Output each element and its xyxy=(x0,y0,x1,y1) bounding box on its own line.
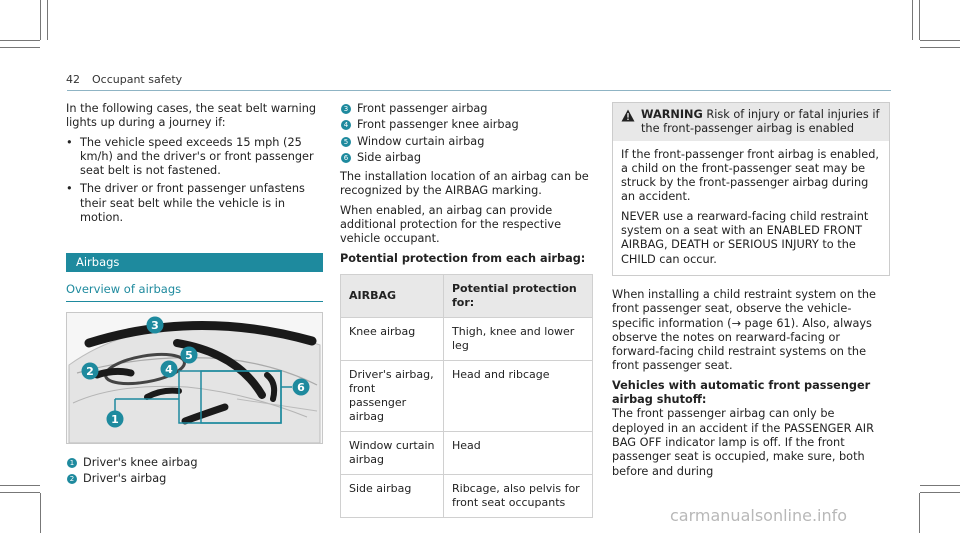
list-item xyxy=(340,135,596,149)
subheading: Vehicles with automatic front passenger airbag shutoff: xyxy=(612,378,871,407)
crop-mark xyxy=(919,0,920,40)
callout-number: 1 xyxy=(67,458,77,468)
table-row xyxy=(341,431,593,474)
crop-mark xyxy=(920,485,960,486)
crop-mark xyxy=(920,492,960,493)
car-interior-illustration xyxy=(67,313,322,443)
callout-number: 3 xyxy=(341,104,351,114)
callout-label: Driver's airbag xyxy=(83,471,167,485)
crop-mark xyxy=(0,47,40,48)
table-header-row xyxy=(341,274,593,317)
warning-paragraph: NEVER use a rearward-facing child restraint system on a seat with an ENABLED FRONT AIRBAG, DEATH or SERIOUS INJURY to the CHILD can occur. xyxy=(621,209,869,266)
callout-label: Side airbag xyxy=(357,150,421,164)
intro-paragraph: In the following cases, the seat belt warning lights up during a journey if: xyxy=(66,102,317,130)
callout-1: 1 xyxy=(111,412,119,426)
crop-mark xyxy=(40,493,41,533)
crop-mark xyxy=(920,40,960,41)
callout-number: 5 xyxy=(341,137,351,147)
warning-header xyxy=(613,103,889,141)
body-paragraph: The front passenger airbag can only be deployed in an accident if the PASSENGER AIR BAG OFF indicator lamp is off. If the front passenger seat is occupied, make sure, both before and during xyxy=(612,407,874,478)
list-item xyxy=(66,182,323,225)
list-item xyxy=(66,472,323,486)
column-2 xyxy=(340,102,596,518)
column-header: AIRBAG xyxy=(341,274,444,317)
table-cell: Side airbag xyxy=(341,474,444,517)
table-cell: Driver's airbag, front passenger airbag xyxy=(341,360,444,431)
page-number: 42 xyxy=(66,73,80,86)
table-cell: Window curtain airbag xyxy=(341,431,444,474)
list-item xyxy=(340,151,596,165)
callout-3: 3 xyxy=(151,318,159,332)
crop-mark xyxy=(40,0,41,40)
watermark: carmanualsonline.info xyxy=(670,506,848,525)
callout-6: 6 xyxy=(297,380,305,394)
warning-box xyxy=(612,102,890,276)
warning-body xyxy=(613,141,889,275)
page-section-title: Occupant safety xyxy=(92,73,183,86)
body-paragraph: The installation location of an airbag can be recognized by the AIRBAG marking. xyxy=(340,170,589,198)
table-cell: Ribcage, also pelvis for front seat occupants xyxy=(444,474,593,517)
body-paragraph: When enabled, an airbag can provide additional protection for the respective vehicle occupant. xyxy=(340,203,562,246)
subheading-rule xyxy=(66,301,323,302)
table-cell: Thigh, knee and lower leg xyxy=(444,317,593,360)
crop-mark xyxy=(920,47,960,48)
bullet-icon: • xyxy=(66,182,73,196)
list-item-text: The driver or front passenger unfastens their seat belt while the vehicle is in motion. xyxy=(80,182,305,225)
body-paragraph: When installing a child restraint system on the front passenger seat, observe the vehicle-specific information (→ page 61). Also, always observe the notes on rearward-facing or forward-facing child restraint systems on the front passenger seat. xyxy=(612,287,877,373)
header-rule xyxy=(67,90,891,91)
crop-mark xyxy=(47,0,48,40)
callout-label: Front passenger knee airbag xyxy=(357,118,519,132)
table-heading: Potential protection from each airbag: xyxy=(340,251,586,265)
crop-mark xyxy=(0,492,40,493)
callout-4: 4 xyxy=(165,362,173,376)
crop-mark xyxy=(912,0,913,40)
callout-number: 6 xyxy=(341,153,351,163)
callout-number: 2 xyxy=(67,474,77,484)
section-title: Airbags xyxy=(66,253,323,272)
column-1 xyxy=(66,102,323,488)
callout-2: 2 xyxy=(86,364,94,378)
table-cell: Head xyxy=(444,431,593,474)
warning-paragraph: If the front-passenger front airbag is enabled, a child on the front-passenger seat may be struck by the front-passenger airbag during an accident. xyxy=(621,147,880,204)
callout-label: Front passenger airbag xyxy=(357,102,488,115)
list-item xyxy=(66,136,323,179)
crop-mark xyxy=(0,40,40,41)
callout-label: Driver's knee airbag xyxy=(83,455,198,469)
warning-title: Risk of injury or fatal injuries if the front-passenger airbag is enabled xyxy=(641,108,880,136)
warning-triangle-icon xyxy=(621,109,635,122)
list-item xyxy=(340,118,596,132)
list-item-text: The vehicle speed exceeds 15 mph (25 km/h) and the driver's or front passenger seat belt is not fastened. xyxy=(80,135,314,178)
table-row xyxy=(341,317,593,360)
list-item xyxy=(66,456,323,470)
callout-label: Window curtain airbag xyxy=(357,134,485,148)
table-cell: Knee airbag xyxy=(341,317,444,360)
list-item xyxy=(340,102,596,116)
column-3 xyxy=(612,102,890,484)
warning-label: WARNING xyxy=(641,108,703,121)
callout-5: 5 xyxy=(185,348,193,362)
table-row xyxy=(341,360,593,431)
crop-mark xyxy=(919,493,920,533)
table-cell: Head and ribcage xyxy=(444,360,593,431)
protection-table xyxy=(340,274,593,518)
crop-mark xyxy=(0,485,40,486)
airbag-diagram xyxy=(66,312,323,444)
subheading: Overview of airbags xyxy=(66,282,182,297)
bullet-icon: • xyxy=(66,135,73,149)
table-row xyxy=(341,474,593,517)
callout-number: 4 xyxy=(341,120,351,130)
column-header: Potential protection for: xyxy=(444,274,593,317)
